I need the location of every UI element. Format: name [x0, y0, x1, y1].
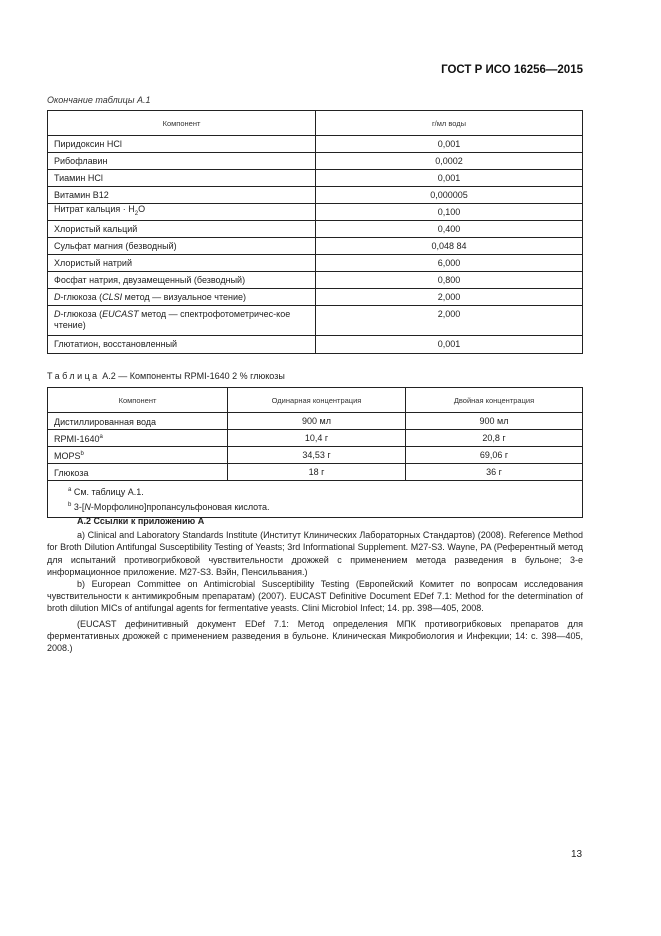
table-row: [48, 170, 583, 187]
footnote-text: 3-[: [71, 502, 85, 512]
caption-text: А.2 — Компоненты RPMI-1640 2 % глюкозы: [99, 371, 285, 381]
single-value: 18 г: [228, 464, 406, 481]
footnote-text: -Морфолино]пропансульфоновая кислота.: [90, 502, 270, 512]
component-name: Пиридоксин HCl: [48, 136, 316, 153]
name-part: метод — спектрофотометричес-кое чтение): [54, 309, 291, 330]
table-row: [48, 187, 583, 204]
references-section: [47, 515, 583, 654]
footnote: [68, 484, 582, 499]
single-value: 34,53 г: [228, 447, 406, 464]
component-name: Рибофлавин: [48, 153, 316, 170]
table-row: [48, 464, 583, 481]
component-value: 0,400: [316, 221, 583, 238]
footnote-mark: b: [68, 502, 72, 508]
double-value: 900 мл: [406, 413, 583, 430]
table-row: [48, 153, 583, 170]
footnotes: [48, 481, 583, 518]
document-number: ГОСТ Р ИСО 16256—2015: [441, 64, 583, 76]
name-part: метод — визуальное чтение): [122, 291, 247, 302]
component-value: 0,0002: [316, 153, 583, 170]
name-part: -глюкоза (: [60, 291, 103, 302]
single-value: 10,4 г: [228, 430, 406, 447]
component-value: 0,001: [316, 336, 583, 354]
component-name: Тиамин HCl: [48, 170, 316, 187]
single-value: 900 мл: [228, 413, 406, 430]
component-name: [48, 464, 228, 481]
table-row: [48, 289, 583, 306]
table-row: [48, 306, 583, 336]
table-row: [48, 413, 583, 430]
reference-paragraph: (EUCAST дефинитивный документ EDef 7.1: Метод определения МПК противогрибковых препаратов для ферментативных дрожжей с применением разведения в бульоне. Клиническая Микробиология и Инфекции; 14: с. 398—405, 2008.): [47, 618, 583, 654]
component-value: 0,001: [316, 170, 583, 187]
reference-paragraph: b) European Committee on Antimicrobial Susceptibility Testing (Европейский Комитет по вопросам исследования чувствительности к антимикробным препаратам) (2007). EUCAST Definitive Document EDef 7.1: Method for the determination of broth dilution MICs of antifungal agents for fermentative yeasts. Clini Microbiol Infect; 14. pp. 398—405, 2008.: [47, 579, 583, 614]
table-row: [48, 204, 583, 221]
component-name: Витамин B12: [48, 187, 316, 204]
double-value: 20,8 г: [406, 430, 583, 447]
name-part: EUCAST: [102, 309, 139, 319]
component-name: [48, 289, 316, 306]
table-a2: [47, 387, 583, 518]
component-name: [48, 430, 228, 447]
name-text: RPMI-1640: [54, 433, 100, 444]
table-a1: [47, 110, 583, 354]
table-row: [48, 255, 583, 272]
column-header: Компонент: [48, 388, 228, 413]
table1-caption: Окончание таблицы А.1: [47, 95, 151, 105]
component-value: 2,000: [316, 289, 583, 306]
component-name: [48, 306, 316, 336]
footnotes-row: [48, 481, 583, 518]
table-header-row: [48, 111, 583, 136]
double-value: 69,06 г: [406, 447, 583, 464]
component-name: [48, 413, 228, 430]
footnote-text: См. таблицу А.1.: [71, 487, 144, 497]
component-name: Фосфат натрия, двузамещенный (безводный): [48, 272, 316, 289]
table-header-row: [48, 388, 583, 413]
name-part: D: [54, 309, 61, 319]
name-part: O: [138, 204, 146, 215]
name-text: Глюкоза: [54, 467, 89, 478]
table-row: [48, 238, 583, 255]
footnote-text: N: [84, 502, 91, 512]
footnote-mark: a: [68, 487, 72, 493]
table-row: [48, 430, 583, 447]
name-part: CLSI: [102, 291, 123, 302]
name-text: Дистиллированная вода: [54, 416, 157, 427]
component-value: 6,000: [316, 255, 583, 272]
component-value: 2,000: [316, 306, 583, 336]
name-part: Нитрат кальция · H: [54, 204, 135, 215]
name-text: MOPS: [54, 450, 81, 461]
table2-caption: [47, 371, 285, 381]
component-name: Сульфат магния (безводный): [48, 238, 316, 255]
column-header: г/мл воды: [316, 111, 583, 136]
component-name: Глютатион, восстановленный: [48, 336, 316, 354]
component-name: [48, 447, 228, 464]
column-header: Компонент: [48, 111, 316, 136]
table-row: [48, 272, 583, 289]
column-header: Двойная концентрация: [406, 388, 583, 413]
component-value: 0,048 84: [316, 238, 583, 255]
section-heading: А.2 Ссылки к приложению А: [77, 516, 205, 526]
subscript: 2: [134, 210, 139, 217]
component-value: 0,000005: [316, 187, 583, 204]
page-number: 13: [571, 849, 583, 860]
table-row: [48, 136, 583, 153]
component-value: 0,100: [316, 204, 583, 221]
caption-prefix: Таблица: [47, 371, 100, 381]
table-row: [48, 447, 583, 464]
column-header: Одинарная концентрация: [228, 388, 406, 413]
table-row: [48, 336, 583, 354]
component-value: 0,800: [316, 272, 583, 289]
name-part: -глюкоза (: [60, 309, 103, 319]
reference-paragraph: a) Clinical and Laboratory Standards Institute (Институт Клинических Лабораторных Стандартов) (2008). Reference Method for Broth Dilution Antifungal Susceptibility Testing of Yeasts; 3rd Informational Supplement. M27-S3. Wayne, PA (Референтный метод для испытаний противогрибковой чувствительности дрожжей с применением метода разведения в бульоне; 3-е информационное приложение. M27-S3. Вэйн, Пенсильвания.): [47, 530, 583, 577]
double-value: 36 г: [406, 464, 583, 481]
name-part: D: [54, 291, 61, 302]
component-name: Хлористый кальций: [48, 221, 316, 238]
component-name: [48, 204, 316, 221]
footnote-mark: a: [99, 433, 103, 440]
table-row: [48, 221, 583, 238]
footnote-mark: b: [80, 450, 84, 457]
footnote: [68, 499, 582, 514]
component-value: 0,001: [316, 136, 583, 153]
component-name: Хлористый натрий: [48, 255, 316, 272]
